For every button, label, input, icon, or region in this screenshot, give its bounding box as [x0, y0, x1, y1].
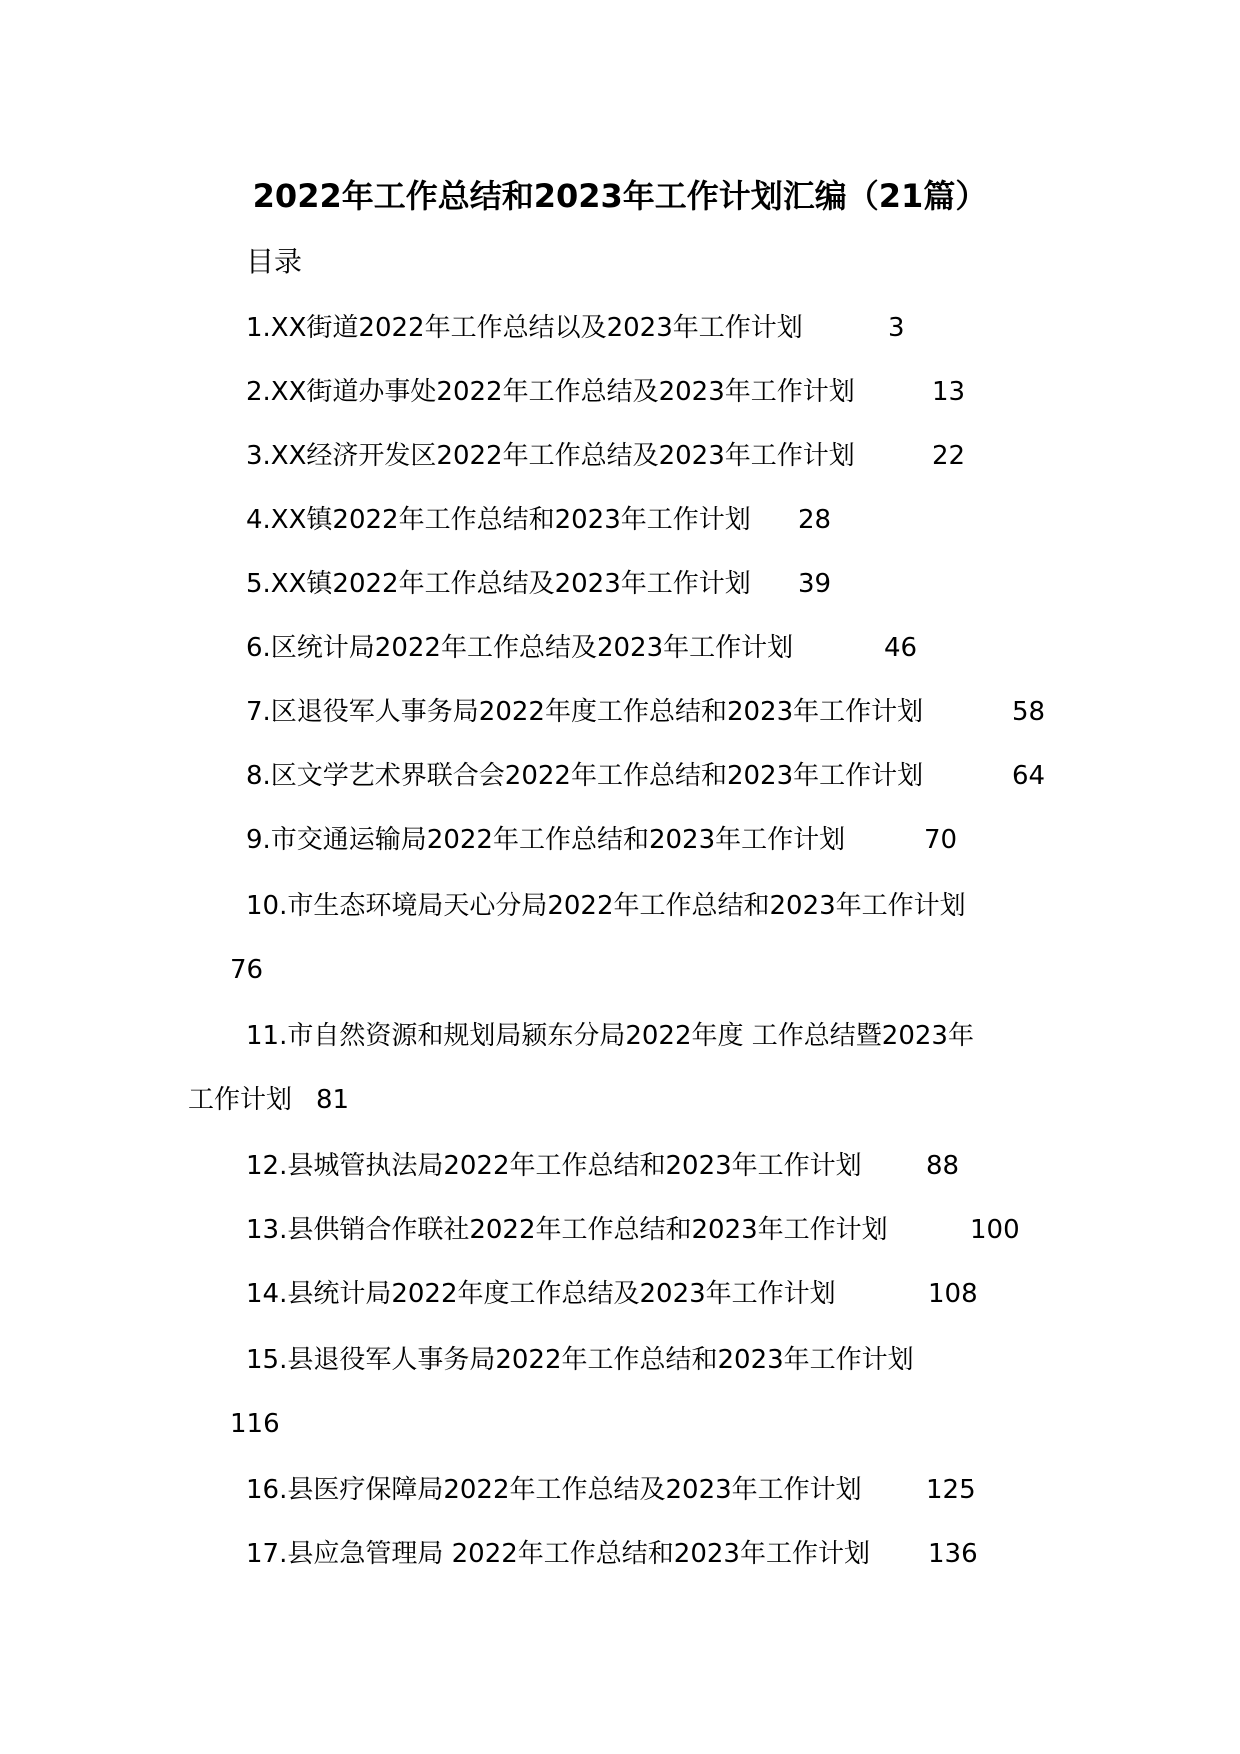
toc-entry-3-page: 22: [932, 441, 966, 471]
toc-entry-7[interactable]: 7.区退役军人事务局2022年度工作总结和2023年工作计划: [246, 697, 924, 727]
toc-entry-14[interactable]: 14.县统计局2022年度工作总结及2023年工作计划: [246, 1279, 836, 1309]
toc-entry-17-page: 136: [928, 1539, 978, 1569]
toc-entry-13-page: 100: [970, 1215, 1020, 1245]
toc-entry-14-page: 108: [928, 1279, 978, 1309]
toc-entry-11-page: 81: [316, 1085, 350, 1115]
toc-entry-7-page: 58: [1012, 697, 1046, 727]
toc-heading: 目录: [246, 245, 303, 278]
toc-entry-16[interactable]: 16.县医疗保障局2022年工作总结及2023年工作计划: [246, 1475, 862, 1505]
document-title: 2022年工作总结和2023年工作计划汇编（21篇）: [252, 177, 988, 215]
toc-entry-5-page: 39: [798, 569, 832, 599]
toc-entry-15[interactable]: 15.县退役军人事务局2022年工作总结和2023年工作计划: [246, 1345, 914, 1375]
toc-entry-2[interactable]: 2.XX街道办事处2022年工作总结及2023年工作计划: [246, 377, 855, 407]
toc-entry-10-page: 76: [230, 955, 264, 985]
toc-entry-17[interactable]: 17.县应急管理局 2022年工作总结和2023年工作计划: [246, 1539, 870, 1569]
toc-entry-6-page: 46: [884, 633, 918, 663]
toc-entry-8[interactable]: 8.区文学艺术界联合会2022年工作总结和2023年工作计划: [246, 761, 924, 791]
toc-entry-16-page: 125: [926, 1475, 976, 1505]
toc-entry-5[interactable]: 5.XX镇2022年工作总结及2023年工作计划: [246, 569, 751, 599]
toc-entry-1-page: 3: [888, 313, 905, 343]
toc-entry-15-page: 116: [230, 1409, 280, 1439]
toc-entry-13[interactable]: 13.县供销合作联社2022年工作总结和2023年工作计划: [246, 1215, 888, 1245]
toc-entry-3[interactable]: 3.XX经济开发区2022年工作总结及2023年工作计划: [246, 441, 855, 471]
toc-entry-4[interactable]: 4.XX镇2022年工作总结和2023年工作计划: [246, 505, 751, 535]
toc-entry-9-page: 70: [924, 825, 958, 855]
toc-entry-10[interactable]: 10.市生态环境局天心分局2022年工作总结和2023年工作计划: [246, 891, 966, 921]
toc-entry-4-page: 28: [798, 505, 832, 535]
toc-entry-6[interactable]: 6.区统计局2022年工作总结及2023年工作计划: [246, 633, 794, 663]
toc-entry-2-page: 13: [932, 377, 966, 407]
toc-entry-11[interactable]: 11.市自然资源和规划局颍东分局2022年度 工作总结暨2023年: [246, 1021, 974, 1051]
toc-entry-8-page: 64: [1012, 761, 1046, 791]
toc-entry-11-continued[interactable]: 工作计划: [188, 1085, 293, 1115]
toc-entry-12[interactable]: 12.县城管执法局2022年工作总结和2023年工作计划: [246, 1151, 862, 1181]
toc-entry-1[interactable]: 1.XX街道2022年工作总结以及2023年工作计划: [246, 313, 803, 343]
toc-entry-9[interactable]: 9.市交通运输局2022年工作总结和2023年工作计划: [246, 825, 846, 855]
toc-entry-12-page: 88: [926, 1151, 960, 1181]
